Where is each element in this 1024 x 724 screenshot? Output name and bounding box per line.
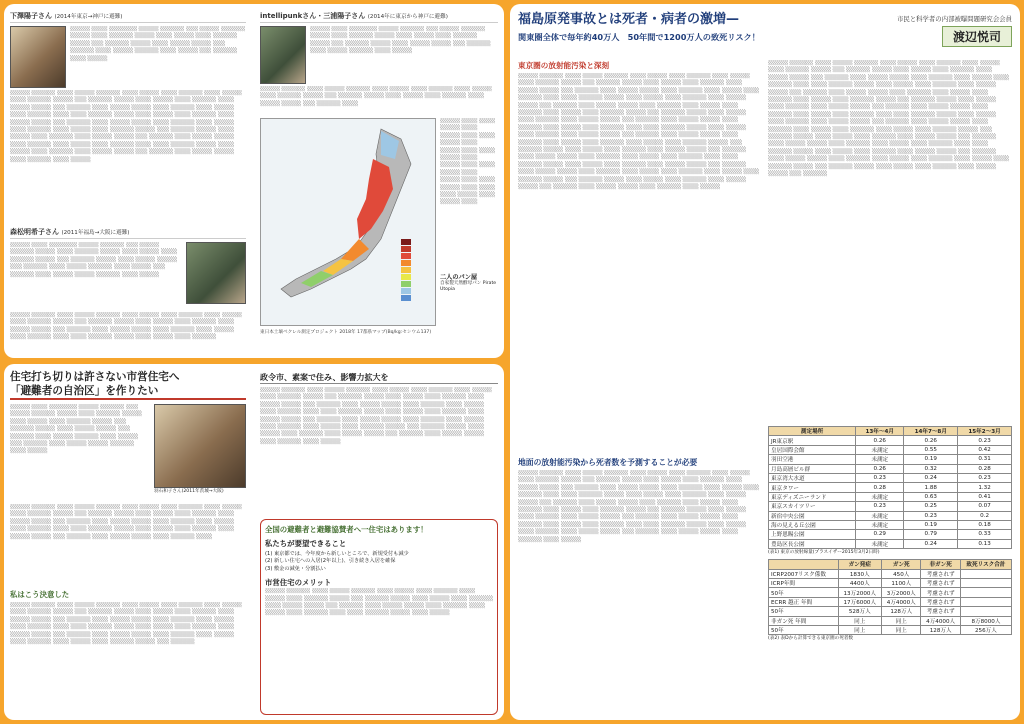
table-cell: 1.88 [904, 483, 958, 492]
table-row [769, 492, 1012, 501]
table-cell: 未測定 [856, 455, 904, 464]
table-row [769, 569, 1012, 578]
policy-box-heading: 全国の避難者と避難協賛者へ一住宅はあります！ [265, 525, 428, 534]
table-row [769, 539, 1012, 548]
table-cell: 東京ディズニーランド [769, 492, 856, 501]
person3-text: ░░░░░ ░░░░ ░░░░░░░ ░░░░░ ░░░░░░ ░░░ ░░░░░ ░░░░░░ ░░░░░ ░░░░ ░░░░░░ ░░░░░ ░░░░ ░░░░░ ░░░░ ░░░░░░ ░░░░░ ░░░ ░░░░░░ ░░░░░ ░░░░ ░░░░░ ░░░░░ ░░░ ░░░░░░ ░░░░ ░░░░░ ░░░░░░ ░░░░ ░░░░░ [310, 26, 491, 55]
table-cell: 50年 [769, 626, 839, 635]
bakery-title: 二人のパン屋 [440, 274, 478, 281]
housing-intro-text: ░░░░░ ░░░░ ░░░░░░░ ░░░░░ ░░░░░░ ░░░ ░░░░░ ░░░░░░ ░░░░░ ░░░░ ░░░░░░ ░░░░░ ░░░░ ░░░░░ ░░░░ ░░░░░░ ░░░░░ ░░░ ░░░░░░ ░░░░░ ░░░░ ░░░░░ ░░░░░ ░░░ ░░░░░░ ░░░░ ░░░░░ ░░░░░░ ░░░░ ░░░░░ ░░░ ░░░░░░ ░░░░ ░░░░░ ░░░░░ ░░░░░░ ░░░░ ░░░░░ [10, 404, 142, 455]
table-cell: 0.31 [958, 455, 1012, 464]
table-cell: 月島高層ビル群 [769, 464, 856, 473]
table-cell: 0.19 [904, 520, 958, 529]
table-row [769, 579, 1012, 588]
table-cell: 未測定 [856, 492, 904, 501]
table-cell: 考慮されず [921, 579, 960, 588]
table-cell: 0.33 [958, 530, 1012, 539]
person3-header [260, 10, 498, 23]
policy-list-2: (2) 新しい住宅への入居(2年以上)、引き続き入居を確保 [265, 558, 396, 565]
bakery-subtitle: 自家製天然酵母パン Pirate Utopia [440, 281, 497, 293]
table-row [769, 616, 1012, 625]
table-cell: 0.28 [958, 464, 1012, 473]
table-row [769, 520, 1012, 529]
table-cell: 同上 [882, 626, 921, 635]
person3-body: ░░░░░ ░░░░░░ ░░░░ ░░░░░ ░░░░░░ ░░░░ ░░░░░ ░░░░ ░░░░░░ ░░░░ ░░░░░ ░░░░ ░░░░░░ ░░░░░ ░░░ ░░░░░░ ░░░░░ ░░░░ ░░░░░ ░░░░ ░░░░░░ ░░░░ ░░░░░ ░░░░░ ░░░ ░░░░░░ ░░░░ [260, 86, 492, 107]
policy-box-merit: 市営住宅のメリット [265, 578, 332, 588]
article-col-1 [518, 60, 760, 700]
table-cell [960, 569, 1011, 578]
table-cell: 17万6000人 [838, 597, 882, 606]
table-cell: 考慮されず [921, 597, 960, 606]
table-row [769, 464, 1012, 473]
article-col1-text-a: ░░░░░ ░░░░░░ ░░░░ ░░░░░ ░░░░░░ ░░░░ ░░░░░ ░░░░ ░░░░░░ ░░░░ ░░░░░ ░░░░ ░░░░░░ ░░░░░ ░░░ ░░░░░░ ░░░░░ ░░░░ ░░░░░ ░░░░ ░░░░░░ ░░░░ ░░░░░ ░░░░░ ░░░ ░░░░░░ ░░░░ ░░░░░ ░░░░░ ░░░░ ░░░░░░ ░░░░ ░░░░░ ░░░░ ░░░░░░ ░░░░ ░░░░ ░░░░░░ ░░░░░ ░░░░ ░░░░░ ░░░░ ░░░░░░ ░░░░ ░░░░░ ░░░░░ ░░░ ░░░░░░ ░░░░ ░░░░░ ░░░░░ ░░░░ ░░░░░░ ░░░░ ░░░░░ ░░░░ ░░░░░░ ░░░░ ░░░░░ ░░░░ ░░░░░░ ░░░░░ ░░░ ░░░░░░ ░░░░░ ░░░░ ░░░░░ ░░░░ ░░░░░░ ░░░░ ░░░░░ ░░░░░ ░░░ ░░░░░░ ░░░░ ░░░░░ ░░░░░ ░░░░ ░░░░░░ ░░░░ ░░░░░ ░░░░ ░░░░░░ ░░░░ ░░░░ ░░░░░░ ░░░░░ ░░░░ ░░░░░ ░░░░ ░░░░░░ ░░░░ ░░░░░ ░░░░░ ░░░ ░░░░░░ ░░░░ ░░░░░ ░░░░░ ░░░░ ░░░░░░ ░░░░ ░░░░░ ░░░░ ░░░░░░ ░░░░ ░░░░░ ░░░░ ░░░░░░ ░░░░░ ░░░ ░░░░░░ ░░░░░ ░░░░ ░░░░░ ░░░░ ░░░░░░ ░░░░ ░░░░░ ░░░░░ ░░░ ░░░░░░ ░░░░ ░░░░░ ░░░░░ ░░░░ ░░░░░░ ░░░░ ░░░░░ ░░░░ ░░░░░░ ░░░░ ░░░░ ░░░░░░ ░░░░░ ░░░░ ░░░░░ ░░░░ ░░░░░░ ░░░░ ░░░░░ ░░░░░ ░░░ ░░░░░░ ░░░░ ░░░░░ ░░░░░ ░░░░ ░░░░░░ ░░░░ ░░░░░ ░░░░ ░░░░░░ ░░░░ ░░░░░ ░░░░ ░░░░░░ ░░░░░ ░░░ ░░░░░░ ░░░░░ ░░░░ ░░░░░ ░░░░ ░░░░░░ ░░░░ ░░░░░ ░░░░░ ░░░ ░░░░░░ ░░░░ ░░░░░ ░░░░░ ░░░░ ░░░░░░ ░░░░ ░░░░░ [518, 73, 760, 191]
table-cell: 0.55 [904, 445, 958, 454]
table-row [769, 483, 1012, 492]
table-cell: 考慮されず [921, 607, 960, 616]
table-cell: 考慮されず [921, 569, 960, 578]
table-row [769, 436, 1012, 445]
policy-box-sub: 私たちが要望できること [265, 539, 347, 548]
table-row [769, 502, 1012, 511]
th-2013: 13年～4月 [856, 427, 904, 436]
policy-column [260, 372, 498, 715]
table-cell [960, 597, 1011, 606]
housing-title-1: 住宅打ち切りは許さない市営住宅へ [10, 371, 180, 383]
table-row [769, 455, 1012, 464]
radiation-table-body [769, 436, 1012, 549]
table-cell: 皇居国際会館 [769, 445, 856, 454]
housing-column [10, 370, 246, 702]
right-panel [510, 4, 1020, 720]
person1-text: ░░░░░ ░░░░ ░░░░░░░ ░░░░░ ░░░░░░ ░░░ ░░░░░ ░░░░░░ ░░░░░ ░░░░ ░░░░░░ ░░░░░ ░░░░ ░░░░░ ░░░░ ░░░░░░ ░░░░░ ░░░ ░░░░░░ ░░░░░ ░░░░ ░░░░░ ░░░░░ ░░░ ░░░░░░ ░░░░ ░░░░░ ░░░░░░ ░░░░ ░░░░░ ░░░ ░░░░░░ ░░░░ ░░░░░ [70, 26, 246, 62]
person1-header [10, 10, 246, 23]
table-cell: 非ガン死 年間 [769, 616, 839, 625]
table-cell: 0.19 [904, 455, 958, 464]
person3-name: intellipunkさん・三浦陽子さん [260, 12, 366, 20]
policy-list-3: (3) 敷金の減免・分割払い [265, 565, 326, 572]
table-cell: 未測定 [856, 445, 904, 454]
radiation-table [768, 426, 1012, 556]
th-2014: 14年7～8月 [904, 427, 958, 436]
housing-title-2: 「避難者の自治区」を作りたい [10, 384, 246, 400]
column-2 [260, 10, 498, 335]
radiation-table-header [769, 427, 1012, 436]
table-cell: 4400人 [838, 579, 882, 588]
article-author: 渡辺悦司 [942, 26, 1012, 47]
table-cell: 0.23 [856, 473, 904, 482]
table-cell: 1100人 [882, 579, 921, 588]
housing-section-text: ░░░░░ ░░░░░░ ░░░░ ░░░░░ ░░░░░░ ░░░░ ░░░░░ ░░░░ ░░░░░░ ░░░░ ░░░░░ ░░░░ ░░░░░░ ░░░░░ ░░░ ░░░░░░ ░░░░░ ░░░░ ░░░░░ ░░░░ ░░░░░░ ░░░░ ░░░░░ ░░░░░ ░░░ ░░░░░░ ░░░░ ░░░░░ ░░░░░ ░░░░ ░░░░░░ ░░░░ ░░░░░ ░░░░ ░░░░░░ ░░░░ ░░░░ ░░░░░░ ░░░░░ ░░░░ ░░░░░ ░░░░ ░░░░░░ ░░░░ ░░░░░ ░░░░░ ░░░ ░░░░░░ ░░░░ ░░░░░ ░░░░░ ░░░░ ░░░░░░ ░░░░ ░░░░░ ░░░░ ░░░░░░ ░░░░ ░░░░░ ░░░░ ░░░░░░ ░░░░░ ░░░ ░░░░░░ [10, 602, 242, 646]
table-cell: 128万人 [882, 607, 921, 616]
table-cell: 東京湾大水道 [769, 473, 856, 482]
person2-body: ░░░░░ ░░░░░░ ░░░░ ░░░░░ ░░░░░░ ░░░░ ░░░░░ ░░░░ ░░░░░░ ░░░░ ░░░░░ ░░░░ ░░░░░░ ░░░░░ ░░░ ░░░░░░ ░░░░░ ░░░░ ░░░░░ ░░░░ ░░░░░░ ░░░░ ░░░░░ ░░░░░ ░░░ ░░░░░░ ░░░░ ░░░░░ ░░░░░ ░░░░ ░░░░░░ ░░░░ ░░░░░ ░░░░ ░░░░░░ ░░░░ ░░░░ ░░░░░░ ░░░░░ ░░░░ ░░░░░ ░░░░ ░░░░░░ [10, 312, 242, 341]
table-cell: 0.07 [958, 502, 1012, 511]
table-cell: 東京タワー [769, 483, 856, 492]
map-caption: 東日本土壌ベクレル測定プロジェクト 2018年 17都県マップ(Bq/kg:セシウム137) [260, 330, 432, 335]
table-cell: 0.29 [856, 530, 904, 539]
table-cell: 0.26 [856, 464, 904, 473]
column-1 [10, 10, 246, 358]
table-cell: 0.23 [958, 436, 1012, 445]
table-cell: 0.26 [904, 436, 958, 445]
person3-photo [260, 26, 306, 84]
bakery-box [440, 272, 498, 322]
table-cell: 海の見える丘公園 [769, 520, 856, 529]
table-cell: 50年 [769, 607, 839, 616]
table-cell: 4万4000人 [882, 597, 921, 606]
table-cell: 豊島区長公園 [769, 539, 856, 548]
risk-table-note: (表2) 表Dから計算できる東京圏の死者数 [768, 636, 854, 642]
table-cell: 1830人 [838, 569, 882, 578]
article-section-1: 東京圏の放射能汚染と深刻 [518, 61, 610, 70]
table-cell: 0.26 [856, 436, 904, 445]
japan-map-svg [261, 119, 436, 326]
table-row [769, 511, 1012, 520]
table-cell: 考慮されず [921, 588, 960, 597]
table-row [769, 597, 1012, 606]
th-r0 [769, 560, 839, 569]
table-cell: 128万人 [921, 626, 960, 635]
table-cell: 0.2 [958, 511, 1012, 520]
table-cell: 528万人 [838, 607, 882, 616]
person3-note: (2014年に東京から神戸に避難) [367, 14, 448, 20]
table-cell: JR東京駅 [769, 436, 856, 445]
risk-table-header [769, 560, 1012, 569]
table-row [769, 445, 1012, 454]
table-cell: 0.23 [958, 473, 1012, 482]
table-cell: 0.42 [958, 445, 1012, 454]
table-cell: 未測定 [856, 539, 904, 548]
housing-section-heading: 私はこう決意した [10, 590, 70, 599]
article-section-2: 地面の放射能汚染から死者数を予測することが必要 [518, 458, 698, 467]
table-cell: 0.32 [904, 464, 958, 473]
table-cell: 4万4000人 [921, 616, 960, 625]
person2-photo [186, 242, 246, 304]
table-cell: 1.32 [958, 483, 1012, 492]
person1-photo [10, 26, 66, 88]
th-2015: 15年2～3月 [958, 427, 1012, 436]
policy-list-1: (1) 東京都では、今年度から新しいところで、新規受付も減少 [265, 551, 409, 557]
th-location: 測定場所 [769, 427, 856, 436]
th-r2: ガン死 [882, 560, 921, 569]
table-cell: 0.13 [958, 539, 1012, 548]
table-cell: 同上 [838, 616, 882, 625]
table-cell: 0.24 [904, 539, 958, 548]
table-row [769, 607, 1012, 616]
left-top-panel [4, 4, 504, 358]
table-cell: ECRR 越正 年間 [769, 597, 839, 606]
radiation-table-note: (表1) 東京の放射線量(プラスイザー2015年3月2日時) [768, 550, 880, 556]
housing-photo [154, 404, 246, 488]
table-cell: 0.18 [958, 520, 1012, 529]
table-cell: 450人 [882, 569, 921, 578]
person2-text: ░░░░░ ░░░░ ░░░░░░░ ░░░░░ ░░░░░░ ░░░ ░░░░░ ░░░░░░ ░░░░░ ░░░░ ░░░░░░ ░░░░░ ░░░░ ░░░░░ ░░░░ ░░░░░░ ░░░░░ ░░░ ░░░░░░ ░░░░░ ░░░░ ░░░░░ ░░░░░ ░░░ ░░░░░░ ░░░░ ░░░░░ ░░░░░░ ░░░░ ░░░░░ ░░░ ░░░░░░ ░░░░ ░░░░░ ░░░░░ ░░░░░░ ░░░░ ░░░░░ [10, 242, 178, 278]
table-cell: 0.24 [904, 473, 958, 482]
table-row [769, 588, 1012, 597]
article-title: 福島原発事故とは死者・病者の激増— [518, 12, 740, 27]
left-bottom-panel [4, 364, 504, 720]
article-col2-text: ░░░░░ ░░░░░░ ░░░░ ░░░░░ ░░░░░░ ░░░░ ░░░░░ ░░░░ ░░░░░░ ░░░░ ░░░░░ ░░░░ ░░░░░░ ░░░░░ ░░░ ░░░░░░ ░░░░░ ░░░░ ░░░░░ ░░░░ ░░░░░░ ░░░░ ░░░░░ ░░░░░ ░░░ ░░░░░░ ░░░░ ░░░░░ ░░░░░ ░░░░ ░░░░░░ ░░░░ ░░░░░ ░░░░ ░░░░░░ ░░░░ ░░░░ ░░░░░░ ░░░░░ ░░░░ ░░░░░ ░░░░ ░░░░░░ ░░░░ ░░░░░ ░░░░░ ░░░ ░░░░░░ ░░░░ ░░░░░ ░░░░░ ░░░░ ░░░░░░ ░░░░ ░░░░░ ░░░░ ░░░░░░ ░░░░ ░░░░░ ░░░░ ░░░░░░ ░░░░░ ░░░ ░░░░░░ ░░░░░ ░░░░ ░░░░░ ░░░░ ░░░░░░ ░░░░ ░░░░░ ░░░░░ ░░░ ░░░░░░ ░░░░ ░░░░░ ░░░░░ ░░░░ ░░░░░░ ░░░░ ░░░░░ ░░░░ ░░░░░░ ░░░░ ░░░░ ░░░░░░ ░░░░░ ░░░░ ░░░░░ ░░░░ ░░░░░░ ░░░░ ░░░░░ ░░░░░ ░░░ ░░░░░░ ░░░░ ░░░░░ ░░░░░ ░░░░ ░░░░░░ ░░░░ ░░░░░ ░░░░ ░░░░░░ ░░░░ ░░░░░ ░░░░ ░░░░░░ ░░░░░ ░░░ ░░░░░░ ░░░░░ ░░░░ ░░░░░ ░░░░ ░░░░░░ ░░░░ ░░░░░ ░░░░░ ░░░ ░░░░░░ ░░░░ ░░░░░ ░░░░░ ░░░░ ░░░░░░ ░░░░ ░░░░░ ░░░░ ░░░░░░ ░░░░ ░░░░ ░░░░░░ ░░░░░ ░░░░ ░░░░░ ░░░░ ░░░░░░ ░░░░ ░░░░░ ░░░░░ ░░░ ░░░░░░ ░░░░ ░░░░░ ░░░░░ ░░░░ ░░░░░░ ░░░░ ░░░░░ ░░░░ ░░░░░░ ░░░░ ░░░░░ ░░░░ ░░░░░░ ░░░░░ ░░░ ░░░░░░ ░░░░░ ░░░░ ░░░░░ ░░░░ ░░░░░░ ░░░░ ░░░░░ ░░░░░ ░░░ ░░░░░░ [768, 60, 1010, 178]
table-cell: 0.63 [904, 492, 958, 501]
article-subtitle: 関東圏全体で毎年約40万人 50年間で1200万人の致死リスク！ [518, 32, 760, 42]
table-cell: 新宿中央公園 [769, 511, 856, 520]
table-cell: 13万2000人 [838, 588, 882, 597]
person1-note: (2014年東京→神戸に避難) [54, 14, 123, 20]
person1-name: 下澤陽子さん [10, 12, 52, 20]
map-side-text: ░░░░░ ░░░░ ░░░░ ░░░░░ ░░░░ ░░░░░ ░░░░ ░░░░ ░░░░░ ░░░░ ░░░░░ ░░░░ ░░░░ ░░░░░ ░░░░ ░░░░░ ░░░░ ░░░░ ░░░░░ ░░░░ ░░░░░ ░░░░ ░░░░ ░░░░░ ░░░░ ░░░░ ░░░░ ░░░░░ ░░░░ ░░░░░ ░░░░ [440, 118, 496, 206]
table-row [769, 530, 1012, 539]
policy-box [260, 519, 498, 715]
contamination-map [260, 118, 436, 326]
table-cell: 50年 [769, 588, 839, 597]
th-r1: ガン発症 [838, 560, 882, 569]
article-col1-text-b: ░░░░░ ░░░░░░ ░░░░ ░░░░░ ░░░░░░ ░░░░ ░░░░░ ░░░░ ░░░░░░ ░░░░ ░░░░░ ░░░░ ░░░░░░ ░░░░░ ░░░ ░░░░░░ ░░░░░ ░░░░ ░░░░░ ░░░░ ░░░░░░ ░░░░ ░░░░░ ░░░░░ ░░░ ░░░░░░ ░░░░ ░░░░░ ░░░░░ ░░░░ ░░░░░░ ░░░░ ░░░░░ ░░░░ ░░░░░░ ░░░░ ░░░░ ░░░░░░ ░░░░░ ░░░░ ░░░░░ ░░░░ ░░░░░░ ░░░░ ░░░░░ ░░░░░ ░░░ ░░░░░░ ░░░░ ░░░░░ ░░░░░ ░░░░ ░░░░░░ ░░░░ ░░░░░ ░░░░ ░░░░░░ ░░░░ ░░░░░ ░░░░ ░░░░░░ ░░░░░ ░░░ ░░░░░░ ░░░░░ ░░░░ ░░░░░ ░░░░ ░░░░░░ ░░░░ ░░░░░ ░░░░░ ░░░ ░░░░░░ ░░░░ ░░░░░ ░░░░░ ░░░░ ░░░░░░ ░░░░ ░░░░░ ░░░░ ░░░░░░ ░░░░ ░░░░ ░░░░░░ ░░░░░ ░░░░ ░░░░░ ░░░░ ░░░░░░ ░░░░ ░░░░░ ░░░░░ ░░░ ░░░░░░ ░░░░ ░░░░░ ░░░░░ ░░░░ ░░░░░░ ░░░░ ░░░░░ [518, 470, 760, 543]
th-r4: 致死リスク合計 [960, 560, 1011, 569]
table-cell [960, 588, 1011, 597]
table-cell: 3万2000人 [882, 588, 921, 597]
table-cell: 未測定 [856, 520, 904, 529]
table-cell: 256万人 [960, 626, 1011, 635]
table-cell: 上野恩賜公園 [769, 530, 856, 539]
housing-body: ░░░░░ ░░░░░░ ░░░░ ░░░░░ ░░░░░░ ░░░░ ░░░░░ ░░░░ ░░░░░░ ░░░░ ░░░░░ ░░░░ ░░░░░░ ░░░░░ ░░░ ░░░░░░ ░░░░░ ░░░░ ░░░░░ ░░░░ ░░░░░░ ░░░░ ░░░░░ ░░░░░ ░░░ ░░░░░░ ░░░░ ░░░░░ ░░░░░ ░░░░ ░░░░░░ ░░░░ ░░░░░ ░░░░ ░░░░░░ ░░░░ ░░░░ ░░░░░░ ░░░░░ ░░░░ ░░░░░ ░░░░ ░░░░░░ ░░░░ ░░░░░ ░░░░░ ░░░ ░░░░░░ ░░░░ ░░░░░ ░░░░░ ░░░░ ░░░░░░ ░░░░ [10, 504, 242, 540]
person2-header [10, 226, 246, 239]
risk-table [768, 559, 1012, 642]
table-cell: 0.79 [904, 530, 958, 539]
table-cell: 未測定 [856, 511, 904, 520]
person1-body: ░░░░░ ░░░░░░ ░░░░ ░░░░░ ░░░░░░ ░░░░ ░░░░░ ░░░░ ░░░░░░ ░░░░ ░░░░░ ░░░░ ░░░░░░ ░░░░░ ░░░ ░░░░░░ ░░░░░ ░░░░ ░░░░░ ░░░░ ░░░░░░ ░░░░ ░░░░░ ░░░░░ ░░░ ░░░░░░ ░░░░ ░░░░░ ░░░░░ ░░░░ ░░░░░░ ░░░░ ░░░░░ ░░░░ ░░░░░░ ░░░░ ░░░░ ░░░░░░ ░░░░░ ░░░░ ░░░░░ ░░░░ ░░░░░░ ░░░░ ░░░░░ ░░░░░ ░░░ ░░░░░░ ░░░░ ░░░░░ ░░░░░ ░░░░ ░░░░░░ ░░░░ ░░░░░ ░░░░ ░░░░░░ ░░░░ ░░░░░ ░░░░ ░░░░░░ ░░░░░ ░░░ ░░░░░░ ░░░░░ ░░░░ ░░░░░ ░░░░ ░░░░░░ ░░░░ ░░░░░ ░░░░░ ░░░ ░░░░░░ ░░░░ ░░░░░ ░░░░░ ░░░░ ░░░░░░ ░░░░ ░░░░░ ░░░░ ░░░░░░ ░░░░ ░░░░ ░░░░░░ ░░░░░ ░░░░ ░░░░░ ░░░░ ░░░░░░ ░░░░ ░░░░░ ░░░░░ ░░░ ░░░░░░ ░░░░ ░░░░░ ░░░░░ ░░░░ ░░░░░░ ░░░░ ░░░░░ [10, 90, 242, 163]
person2-name: 森松明希子さん [10, 228, 59, 236]
table-cell: 同上 [838, 626, 882, 635]
table-cell [960, 607, 1011, 616]
risk-table-body [769, 569, 1012, 635]
table-cell: 東京スカイツリー [769, 502, 856, 511]
table-cell: 8万8000人 [960, 616, 1011, 625]
table-cell: 0.23 [904, 511, 958, 520]
table-cell: 同上 [882, 616, 921, 625]
table-cell: ICRP年間 [769, 579, 839, 588]
map-legend-swatches [401, 239, 411, 301]
article-org: 市民と科学者の内部被曝問題研究会会員 [896, 15, 1012, 23]
housing-photo-caption: 羽石和子さん(2011年茨城→大阪) [154, 489, 224, 494]
th-r3: 非ガン死 [921, 560, 960, 569]
article-col-2 [768, 60, 1012, 643]
table-cell: 0.41 [958, 492, 1012, 501]
policy-title: 政令市、素案で住み、影響力拡大を [260, 372, 498, 384]
article-header [518, 12, 1012, 56]
policy-box-text: ░░░░░ ░░░░░░ ░░░░ ░░░░░ ░░░░░░ ░░░░ ░░░░░ ░░░░ ░░░░░░ ░░░░ ░░░░░ ░░░░ ░░░░░░ ░░░░░ ░░░ ░░░░░░ ░░░░░ ░░░░ ░░░░░ ░░░░ ░░░░░░ ░░░░ ░░░░░ ░░░░░ ░░░ ░░░░░░ ░░░░ ░░░░░ ░░░░░ ░░░░ ░░░░░░ ░░░░ ░░░░░ ░░░░ ░░░░░░ ░░░░ ░░░░ ░░░░░░ ░░░░░ ░░░░ ░░░░░ [265, 588, 493, 617]
table-cell: 0.28 [856, 483, 904, 492]
policy-text: ░░░░░ ░░░░░░ ░░░░ ░░░░░ ░░░░░░ ░░░░ ░░░░░ ░░░░ ░░░░░░ ░░░░ ░░░░░ ░░░░ ░░░░░░ ░░░░░ ░░░ ░░░░░░ ░░░░░ ░░░░ ░░░░░ ░░░░ ░░░░░░ ░░░░ ░░░░░ ░░░░░ ░░░ ░░░░░░ ░░░░ ░░░░░ ░░░░░ ░░░░ ░░░░░░ ░░░░ ░░░░░ ░░░░ ░░░░░░ ░░░░ ░░░░ ░░░░░░ ░░░░░ ░░░░ ░░░░░ ░░░░ ░░░░░░ ░░░░ ░░░░░ ░░░░░ ░░░ ░░░░░░ ░░░░ ░░░░░ ░░░░░ ░░░░ ░░░░░░ ░░░░ ░░░░░ ░░░░ ░░░░░░ ░░░░ ░░░░░ ░░░░ ░░░░░░ ░░░░░ ░░░ ░░░░░░ ░░░░░ ░░░░ ░░░░░ ░░░░ ░░░░░░ ░░░░ ░░░░░ ░░░░░ ░░░ ░░░░░░ ░░░░ ░░░░░ ░░░░░ ░░░░ ░░░░░░ ░░░░ ░░░░░ [260, 387, 492, 445]
table-cell: 0.23 [856, 502, 904, 511]
table-row [769, 473, 1012, 482]
table-row [769, 626, 1012, 635]
person2-note: (2011年福島→大阪に避難) [61, 230, 130, 236]
table-cell: 0.25 [904, 502, 958, 511]
table-cell: ICRP2007リスク係数 [769, 569, 839, 578]
table-cell: 羽田空港 [769, 455, 856, 464]
table-cell [960, 579, 1011, 588]
